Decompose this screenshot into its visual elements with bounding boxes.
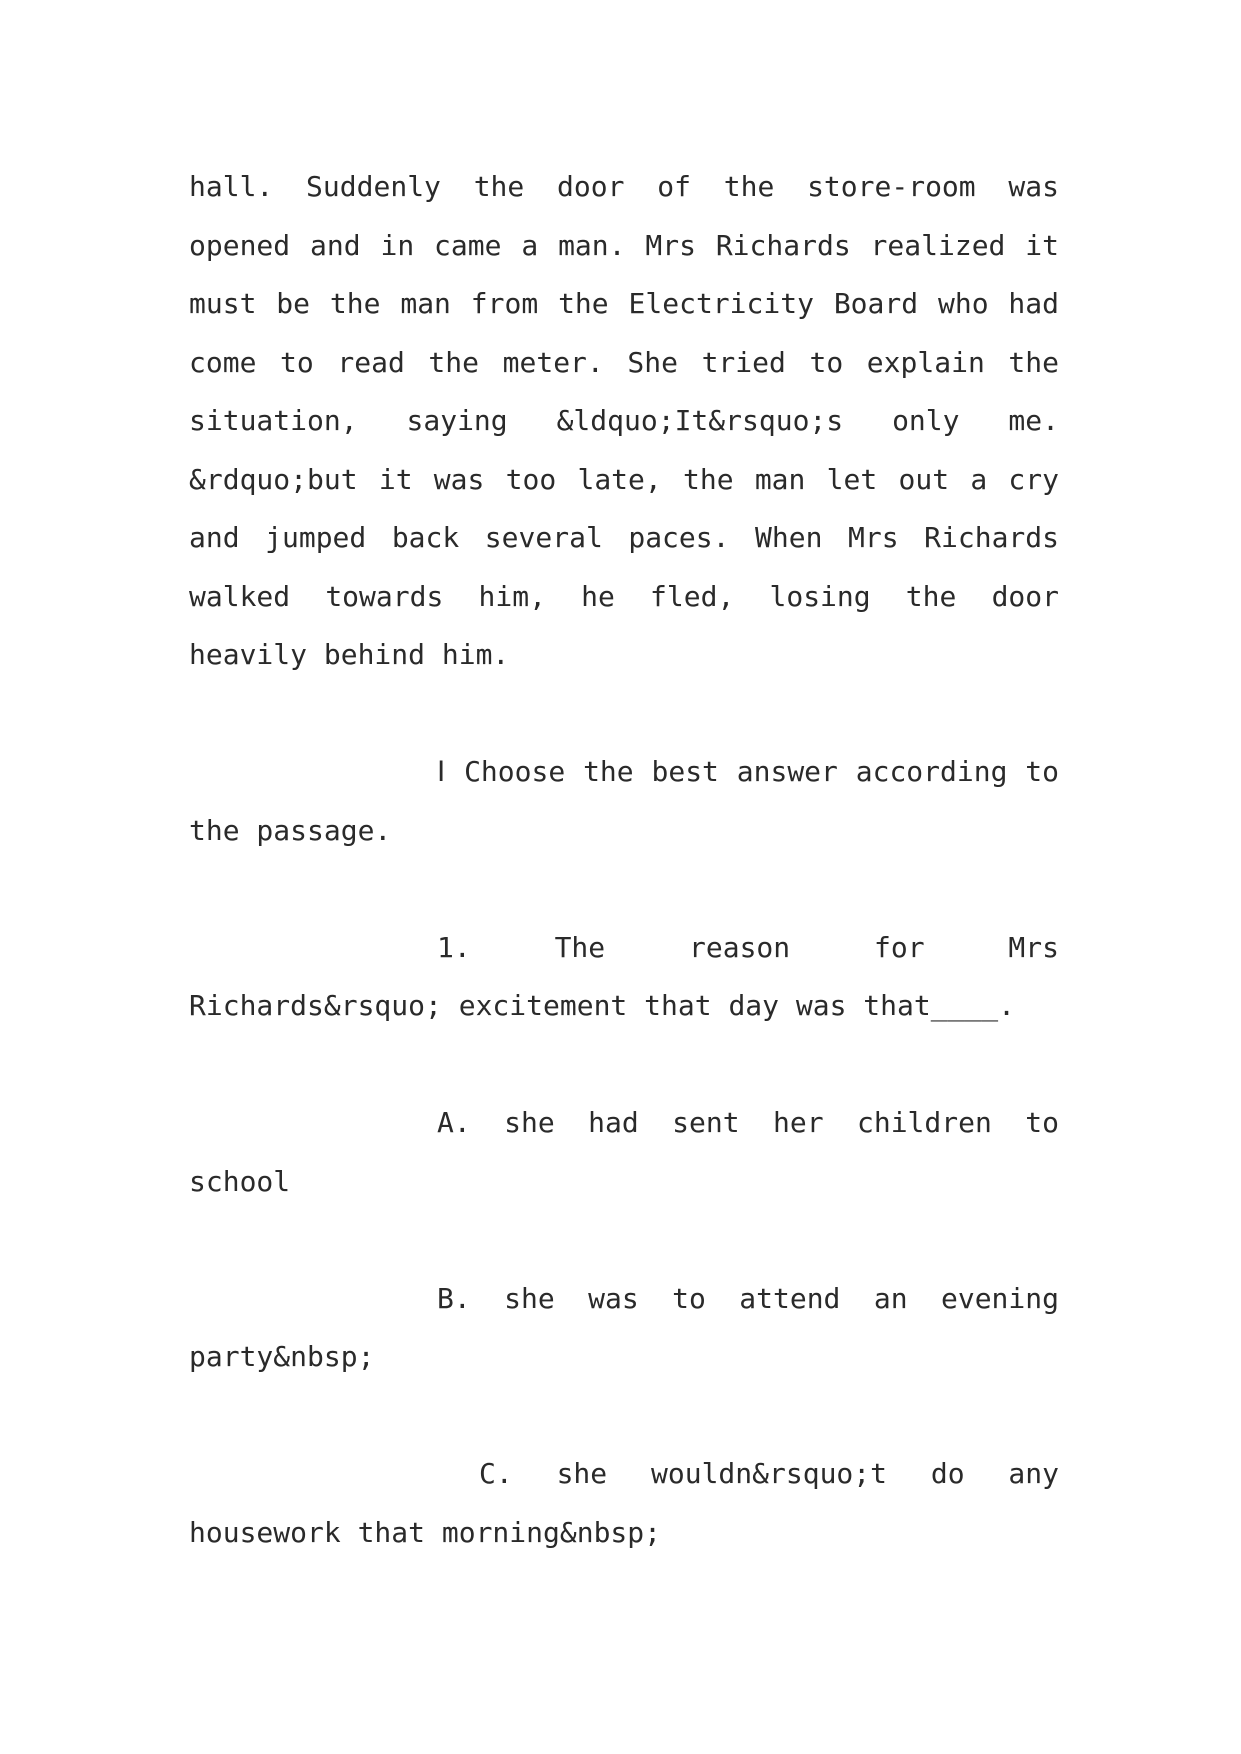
spacer: [189, 860, 1059, 919]
option-b: B. she was to attend an evening party&nbsp;: [189, 1281, 1059, 1373]
option-a: A. she had sent her children to school: [189, 1106, 1059, 1198]
section-heading: Ⅰ Choose the best answer according to the passage.: [189, 755, 1059, 847]
spacer: [189, 685, 1059, 744]
passage-paragraph: hall. Suddenly the door of the store-room was opened and in came a man. Mrs Richards realized it must be the man from the Electricity Board who had come to read the meter. She tried to explain the situation, saying &ldquo;It&rsquo;s only me. &rdquo;but it was too late, the man let out a cry and jumped back several paces. When Mrs Richards walked towards him, he fled, losing the door heavily behind him.: [189, 170, 1059, 671]
spacer: [189, 1387, 1059, 1446]
spacer: [189, 1036, 1059, 1095]
spacer: [189, 1211, 1059, 1270]
option-c: C. she wouldn&rsquo;t do any housework that morning&nbsp;: [189, 1457, 1059, 1549]
question-1: 1. The reason for Mrs Richards&rsquo; excitement that day was that____.: [189, 930, 1059, 1022]
document-page: [189, 158, 1059, 1562]
